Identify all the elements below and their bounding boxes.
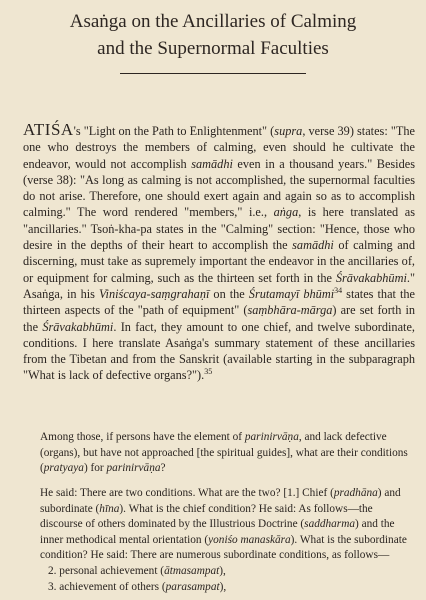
text: , and lack defective (organs), but have not approached [the spiritual guides], what are their conditions ( [40, 431, 408, 475]
text: ." Asaṅga, in his [23, 270, 415, 301]
footnote-35[interactable]: 35 [204, 367, 213, 377]
text: states that the thirteen aspects of the "path of equipment" ( [23, 286, 415, 318]
term: parinirvāṇa [106, 462, 161, 475]
term: Viniścaya-saṃgrahaṇī [98, 286, 210, 301]
term: pratyaya [43, 462, 84, 475]
term: hīna [99, 502, 120, 515]
text: ), [219, 580, 227, 593]
footnote-34[interactable]: 34 [334, 285, 343, 295]
text: ). What is the subordinate condition? He said: There are numerous subordinate conditions, as follows— [40, 533, 407, 562]
text: . In fact, they amount to one chief, and twelve subordinate, conditions. I here translate Asaṅga's summary statement of these ancillaries from the Tibetan and from the Sanskrit (available starting in the subparagraph "What is lack of defective organs?"). [23, 319, 415, 383]
text: 's "Light on the Path to Enlightenment" ( [73, 124, 275, 138]
text: He said: There are two conditions. What are the two? [1.] Chief ( [40, 487, 334, 499]
list-item [40, 580, 415, 596]
main-paragraph [23, 122, 415, 384]
quote-block-1 [40, 430, 415, 477]
term: parasampat [165, 580, 220, 593]
term: aṅga [273, 205, 299, 220]
text: , verse 39) states: "The one who destroys the members of calming, even should he cultivate the endeavor, would not accomplish [23, 124, 415, 171]
text: Among those, if persons have the element of [40, 431, 245, 443]
term: parinirvāṇa [244, 431, 299, 443]
term: saddharma [304, 518, 356, 531]
text: even in a thousand years." Besides (verse 38): "As long as calming is not accomplished, the supernormal faculties do not arise. Therefore, one should exert again and again so as to accomplish calming." The word rendered "members," i.e., [23, 156, 415, 220]
text: 3. achievement of others ( [48, 580, 166, 593]
text: on the [209, 286, 249, 301]
text: ) and subordinate ( [40, 487, 401, 515]
term: Śrāvakabhūmi [42, 319, 114, 334]
text: , is here translated as "ancillaries." Tsoṅ-kha-pa states in the "Calming" section: "Hence, those who desire in the depths of their heart to accomplish the [23, 205, 415, 253]
lead-word: ATIŚA [23, 120, 74, 139]
text: ). What is the chief condition? He said: As follows—the discourse of others dominated by the Illustrious Doctrine ( [40, 502, 373, 531]
title-line-2: and the Supernormal Faculties [97, 38, 329, 59]
term: Śrāvakabhūmi [335, 270, 407, 285]
text: of calming and discerning, must take as supremely important the endeavor in the ancillaries of, or equipment for calming, such as the thirteen set forth in the [23, 238, 415, 285]
term: samādhi [292, 238, 334, 253]
text: ) for [83, 462, 107, 475]
text: ? [160, 462, 166, 475]
text: 2. personal achievement ( [48, 564, 165, 577]
quote-block-2 [40, 486, 415, 595]
term: Śrutamayī bhūmi [248, 286, 335, 301]
term: ātmasampat [164, 564, 220, 577]
list-item [40, 564, 415, 580]
term: supra [274, 124, 303, 138]
term: samādhi [191, 156, 233, 171]
chapter-title [0, 8, 426, 62]
term: pradhāna [333, 487, 378, 499]
title-rule [120, 73, 306, 74]
text: ) are set forth in the [23, 303, 416, 334]
text: ), [219, 564, 226, 577]
term: yoniśo manaskāra [208, 533, 291, 546]
text: ) and the inner methodical mental orientation ( [40, 518, 395, 546]
title-line-1: Asaṅga on the Ancillaries of Calming [69, 11, 357, 32]
term: saṃbhāra-mārga [247, 303, 333, 318]
